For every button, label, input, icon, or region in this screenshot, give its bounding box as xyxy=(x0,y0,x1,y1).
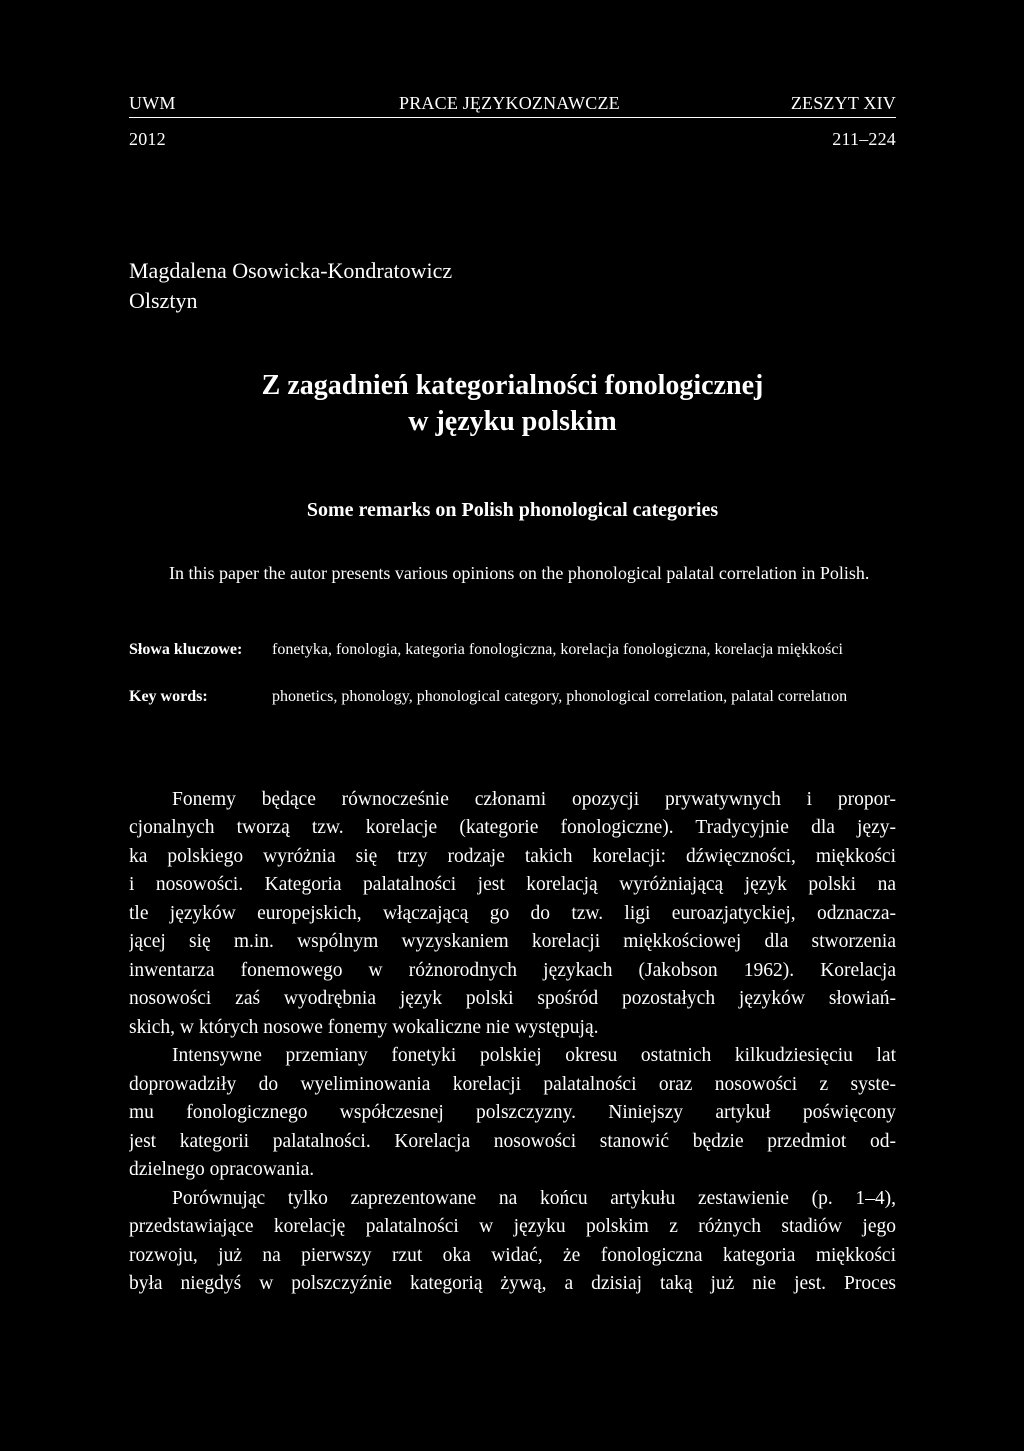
header-year: 2012 xyxy=(129,129,166,149)
body-line: nosowości zaś wyodrębnia język polski spośród pozostałych języków słowiań- xyxy=(129,988,896,1009)
keywords-english-label: Key words: xyxy=(129,688,208,705)
keywords-polish-label: Słowa kluczowe: xyxy=(129,641,243,658)
abstract: In this paper the autor presents various opinions on the phonological palatal correlation in Polish. xyxy=(169,563,870,583)
header-journal-title: PRACE JĘZYKOZNAWCZE xyxy=(399,93,620,113)
body-line: cjonalnych tworzą tzw. korelacje (kategorie fonologiczne). Tradycyjnie dla języ- xyxy=(129,817,896,838)
body-line: skich, w których nosowe fonemy wokaliczne nie występują. xyxy=(129,1017,599,1038)
header-publisher: UWM xyxy=(129,93,176,113)
article-title-line-1: Z zagadnień kategorialności fonologicznej xyxy=(261,370,764,401)
body-line: mu fonologicznego współczesnej polszczyzny. Niniejszy artykuł poświęcony xyxy=(129,1102,896,1123)
body-line: przedstawiające korelację palatalności w języku polskim z różnych stadiów jego xyxy=(129,1216,896,1237)
header-page-range: 211–224 xyxy=(832,129,896,149)
body-line: inwentarza fonemowego w różnorodnych językach (Jakobson 1962). Korelacja xyxy=(129,960,896,981)
body-line: była niegdyś w polszczyźnie kategorią żywą, a dzisiaj taką już nie jest. Proces xyxy=(129,1273,896,1294)
keywords-polish-text: fonetyka, fonologia, kategoria fonologiczna, korelacja fonologiczna, korelacja miękkości xyxy=(272,641,843,658)
english-subtitle: Some remarks on Polish phonological categories xyxy=(306,499,719,521)
body-line: rozwoju, już na pierwszy rzut oka widać, że fonologiczna kategoria miękkości xyxy=(129,1245,896,1266)
author-affiliation: Olsztyn xyxy=(129,288,198,313)
header-rule xyxy=(129,117,896,118)
body-line: dzielnego opracowania. xyxy=(129,1159,315,1180)
body-line: Fonemy będące równocześnie członami opozycji prywatywnych i propor- xyxy=(172,789,896,810)
body-line: jest kategorii palatalności. Korelacja nosowości stanowić będzie przedmiot od- xyxy=(129,1131,896,1152)
article-title-line-2: w języku polskim xyxy=(408,406,617,437)
body-line: doprowadziły do wyeliminowania korelacji palatalności oraz nosowości z syste- xyxy=(129,1074,896,1095)
header-issue: ZESZYT XIV xyxy=(790,93,896,113)
body-line: jącej się m.in. wspólnym wyzyskaniem korelacji miękkościowej dla stworzenia xyxy=(129,931,896,952)
body-line: ka polskiego wyróżnia się trzy rodzaje takich korelacji: dźwięczności, miękkości xyxy=(129,846,896,867)
author-name: Magdalena Osowicka-Kondratowicz xyxy=(129,258,453,283)
body-line: Porównując tylko zaprezentowane na końcu artykułu zestawienie (p. 1–4), xyxy=(172,1188,896,1209)
keywords-english-text: phonetics, phonology, phonological category, phonological correlation, palatal correlatıon xyxy=(272,688,848,705)
journal-page xyxy=(129,0,896,1451)
body-line: i nosowości. Kategoria palatalności jest korelacją wyróżniającą język polski na xyxy=(129,874,896,895)
body-line: Intensywne przemiany fonetyki polskiej okresu ostatnich kilkudziesięciu lat xyxy=(172,1045,896,1066)
body-line: tle języków europejskich, włączającą go do tzw. ligi euroazjatyckiej, odznacza- xyxy=(129,903,896,924)
